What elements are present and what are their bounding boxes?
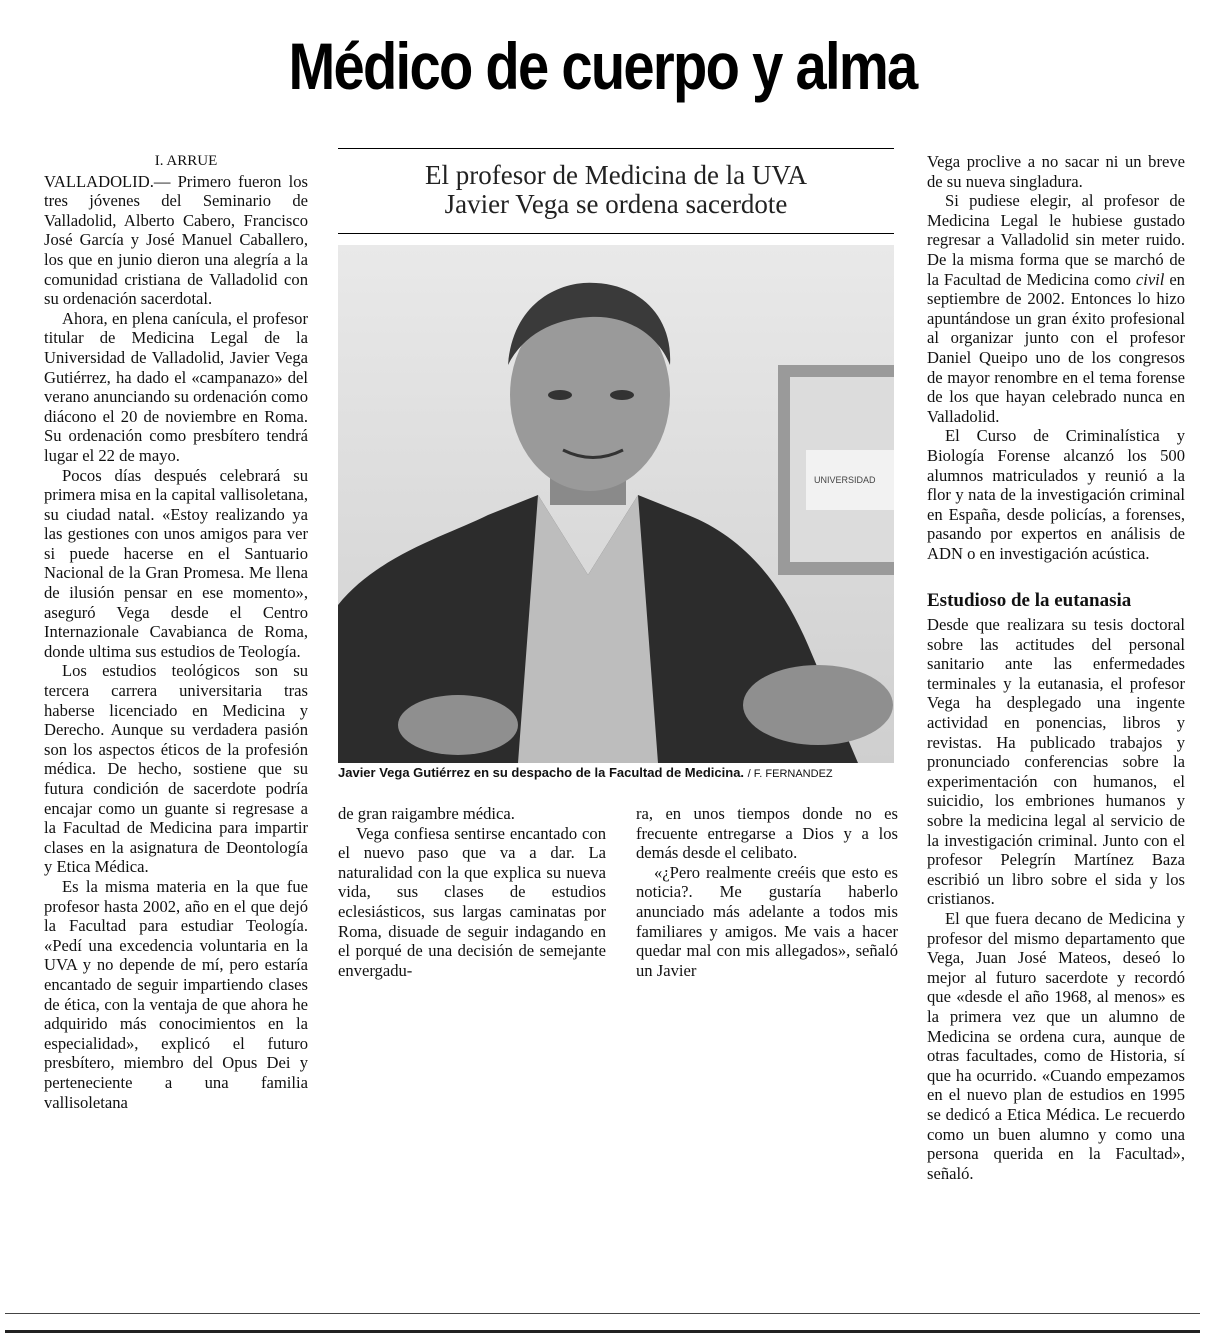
paragraph: Los estudios teológicos son su tercera carrera universitaria tras haberse licenciado en Medicina y Derecho. Aunque su verdadera pasión son los aspectos éticos de la profesión médica. De hecho, sostiene que su futura condición de sacerdote podría encajar como un guante si regresase a la Facultad de Medicina para impartir clases en la asignatura de Deontología y Etica Médica. (44, 661, 308, 877)
dateline-place: VALLADOLID.— (44, 171, 171, 191)
paragraph: Ahora, en plena canícula, el profesor titular de Medicina Legal de la Universidad de Valladolid, Javier Vega Gutiérrez, ha dado el «campanazo» del verano anunciando su ordenación como diácono el 20 de noviembre en Roma. Su ordenación como presbítero tendrá lugar el 22 de mayo. (44, 308, 308, 465)
sign-text: UNIVERSIDAD (814, 475, 876, 485)
photo-caption: Javier Vega Gutiérrez en su despacho de la Facultad de Medicina. / F. FERNANDEZ (338, 765, 833, 780)
section-heading: Estudioso de la eutanasia (927, 590, 1132, 612)
subhead-line-2: Javier Vega se ordena sacerdote (444, 189, 788, 219)
headline: Médico de cuerpo y alma (288, 29, 917, 103)
bottom-rule-thick (5, 1330, 1200, 1333)
paragraph: Es la misma materia en la que fue profesor hasta 2002, año en el que dejó la Facultad para estudiar Teología. «Pedí una excedencia voluntaria en la UVA y no depende de mí, pero estaría encantado de seguir impartiendo clases de ética, con la ventaja de que ahora he adquirido más conocimientos en la especialidad», explicó el futuro presbítero, miembro del Opus Dei y perteneciente a una familia vallisoletana (44, 876, 308, 1112)
paragraph: ra, en unos tiempos donde no es frecuente entregarse a Dios y a los demás desde el celibato. (636, 804, 898, 863)
column-1 (44, 152, 308, 1112)
subhead (338, 161, 894, 219)
paragraph-text: Primero fueron los tres jóvenes del Seminario de Valladolid, Alberto Cabero, Francisco José García y José Manuel Caballero, los que en junio dieron una alegría a la comunidad cristiana de Valladolid con su ordenación sacerdotal. (44, 171, 308, 309)
paragraph: Si pudiese elegir, al profesor de Medicina Legal le hubiese gustado regresar a Valladolid sin meter ruido. De la misma forma que se marchó de la Facultad de Medicina como civil en septiembre de 2002. Entonces lo hizo apuntándose un gran éxito profesional al organizar junto con el profesor Daniel Queipo uno de los congresos de mayor renombre en el tema forense de los que hayan celebrado nunca en Valladolid. (927, 191, 1185, 426)
paragraph: «¿Pero realmente creéis que esto es noticia?. Me gustaría haberlo anunciado más adelante a todos mis familiares y amigos. Me vais a hacer quedar mal con mis allegados», señaló un Javier (636, 862, 898, 980)
italic-word: civil (1135, 269, 1165, 289)
bottom-rule (5, 1313, 1200, 1314)
subhead-box (338, 148, 894, 234)
column-2 (338, 804, 606, 980)
photo-credit: / F. FERNANDEZ (747, 768, 833, 780)
column-4 (927, 152, 1185, 1183)
paragraph: El Curso de Criminalística y Biología Forense alcanzó los 500 alumnos matriculados y reunió a la flor y nata de la investigación criminal en España, desde policías, a forenses, pasando por expertos en análisis de ADN o en investigación acústica. (927, 426, 1185, 563)
column-3 (636, 804, 898, 980)
paragraph: Desde que realizara su tesis doctoral sobre las actitudes del personal sanitario ante las enfermedades terminales y la eutanasia, el profesor Vega ha desplegado una ingente actividad en ponencias, libros y revistas. Ha publicado trabajos y pronunciado conferencias sobre la experimentación con humanos, el suicidio, los embriones humanos y sobre la medicina legal al servicio de la investigación criminal. Junto con el profesor Pelegrín Martínez Baza escribió un libro sobre el sida y los cristianos. (927, 615, 1185, 909)
paragraph: El que fuera decano de Medicina y profesor del mismo departamento que Vega, Juan José Mateos, deseó lo mejor al futuro sacerdote y recordó que «desde el año 1968, al menos» es la primera vez que un alumno de Medicina se ordena cura, aunque de otras facultades, como de Historia, sí que ha ocurrido. «Cuando empezamos en el nuevo plan de estudios en 1995 se dedicó a Etica Médica. Le recuerdo como un buen alumno y como una persona querida en la Facultad», señaló. (927, 908, 1185, 1183)
paragraph: Pocos días después celebrará su primera misa en la capital vallisoletana, su ciudad natal. «Estoy realizando ya las gestiones con unos amigos para ver si puede hacerse en el Santuario Nacional de la Gran Promesa. Me llena de ilusión pensar en ese momento», aseguró Vega desde el Centro Internazionale Cavabianca de Roma, donde ultima sus estudios de Teología. (44, 465, 308, 661)
photo-javier-vega (338, 245, 894, 763)
paragraph: de gran raigambre médica. (338, 804, 515, 823)
subhead-line-1: El profesor de Medicina de la UVA (425, 160, 807, 190)
portrait-illustration (338, 245, 894, 763)
paragraph (44, 172, 308, 309)
byline: I. ARRUE (154, 153, 218, 169)
paragraph: Vega proclive a no sacar ni un breve de su nueva singladura. (927, 152, 1185, 191)
paragraph: Vega confiesa sentirse encantado con el nuevo paso que va a dar. La naturalidad con la que explica su nueva vida, sus clases de estudios eclesiásticos, sus largas caminatas por Roma, disuade de seguir indagando en el porqué de una decisión de semejante envergadu- (338, 823, 606, 980)
